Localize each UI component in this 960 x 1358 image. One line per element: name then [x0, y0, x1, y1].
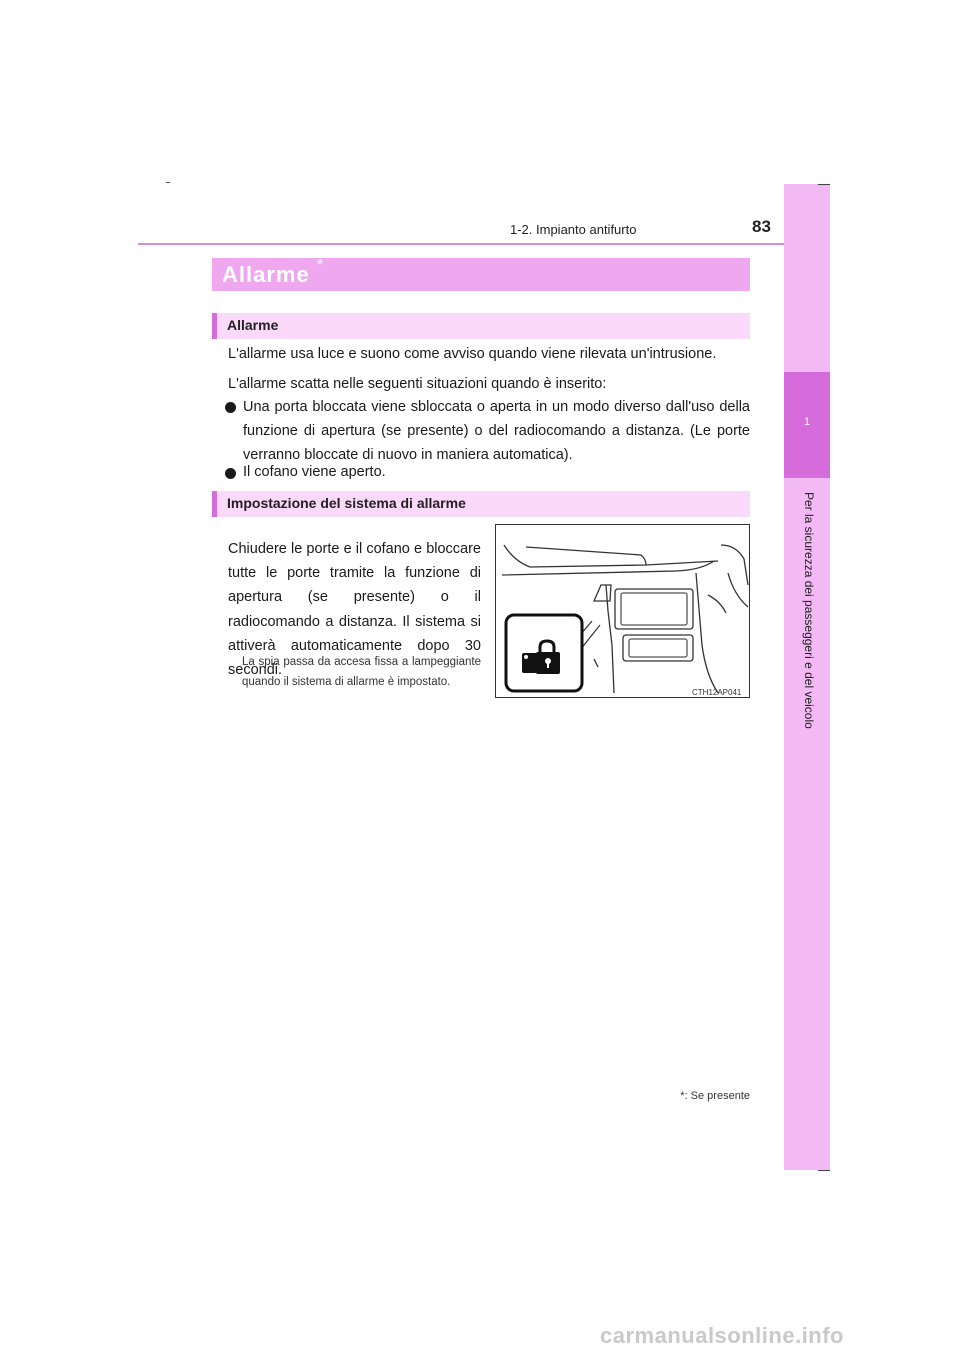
- footnote-asterisk: *: [680, 1090, 685, 1102]
- section-heading-bar: [212, 491, 750, 517]
- figure-code: CTH12AP041: [692, 688, 742, 697]
- lead-paragraph: L'allarme scatta nelle seguenti situazioni quando è inserito:: [228, 376, 607, 392]
- intro-paragraph: L'allarme usa luce e suono come avviso quando viene rilevata un'intrusione.: [228, 346, 717, 362]
- title-asterisk: *: [317, 257, 324, 274]
- section-heading: Allarme: [227, 317, 279, 333]
- section-heading-bar: [212, 313, 750, 339]
- note-paragraph: La spia passa da accesa fissa a lampeggiante quando il sistema di allarme è impostato.: [242, 656, 481, 688]
- crop-mark: [166, 182, 170, 183]
- bullet-icon: [225, 468, 236, 479]
- header-divider: [138, 243, 830, 245]
- footnote-text: : Se presente: [684, 1090, 750, 1102]
- chapter-title-vertical: Per la sicurezza dei passeggeri e del veicolo: [802, 492, 816, 729]
- section-heading: Impostazione del sistema di allarme: [227, 495, 466, 511]
- tab-bottom-mark: [818, 1170, 830, 1171]
- body-paragraph: Chiudere le porte e il cofano e bloccare tutte le porte tramite la funzione di apertura (se presente) o il radiocomando a distanza. Il sistema si attiverà automaticamente dopo 30 secondi.: [228, 541, 481, 679]
- dashboard-drawing: [496, 525, 749, 697]
- bullet-icon: [225, 402, 236, 413]
- dashboard-illustration: [495, 524, 750, 698]
- bullet-item: Una porta bloccata viene sbloccata o aperta in un modo diverso dall'uso della funzione di apertura (se presente) o del radiocomando a distanza. (Le porte verranno bloccate di nuovo in maniera automatica).: [243, 399, 750, 463]
- page-number: 83: [752, 217, 771, 236]
- running-header: 1-2. Impianto antifurto: [510, 222, 637, 237]
- footnote: [630, 1090, 750, 1102]
- page-title: Allarme: [222, 262, 310, 287]
- bullet-item: Il cofano viene aperto.: [243, 464, 386, 480]
- tab-top-mark: [818, 184, 830, 185]
- watermark: carmanualsonline.info: [600, 1323, 844, 1348]
- chapter-number: 1: [803, 416, 811, 428]
